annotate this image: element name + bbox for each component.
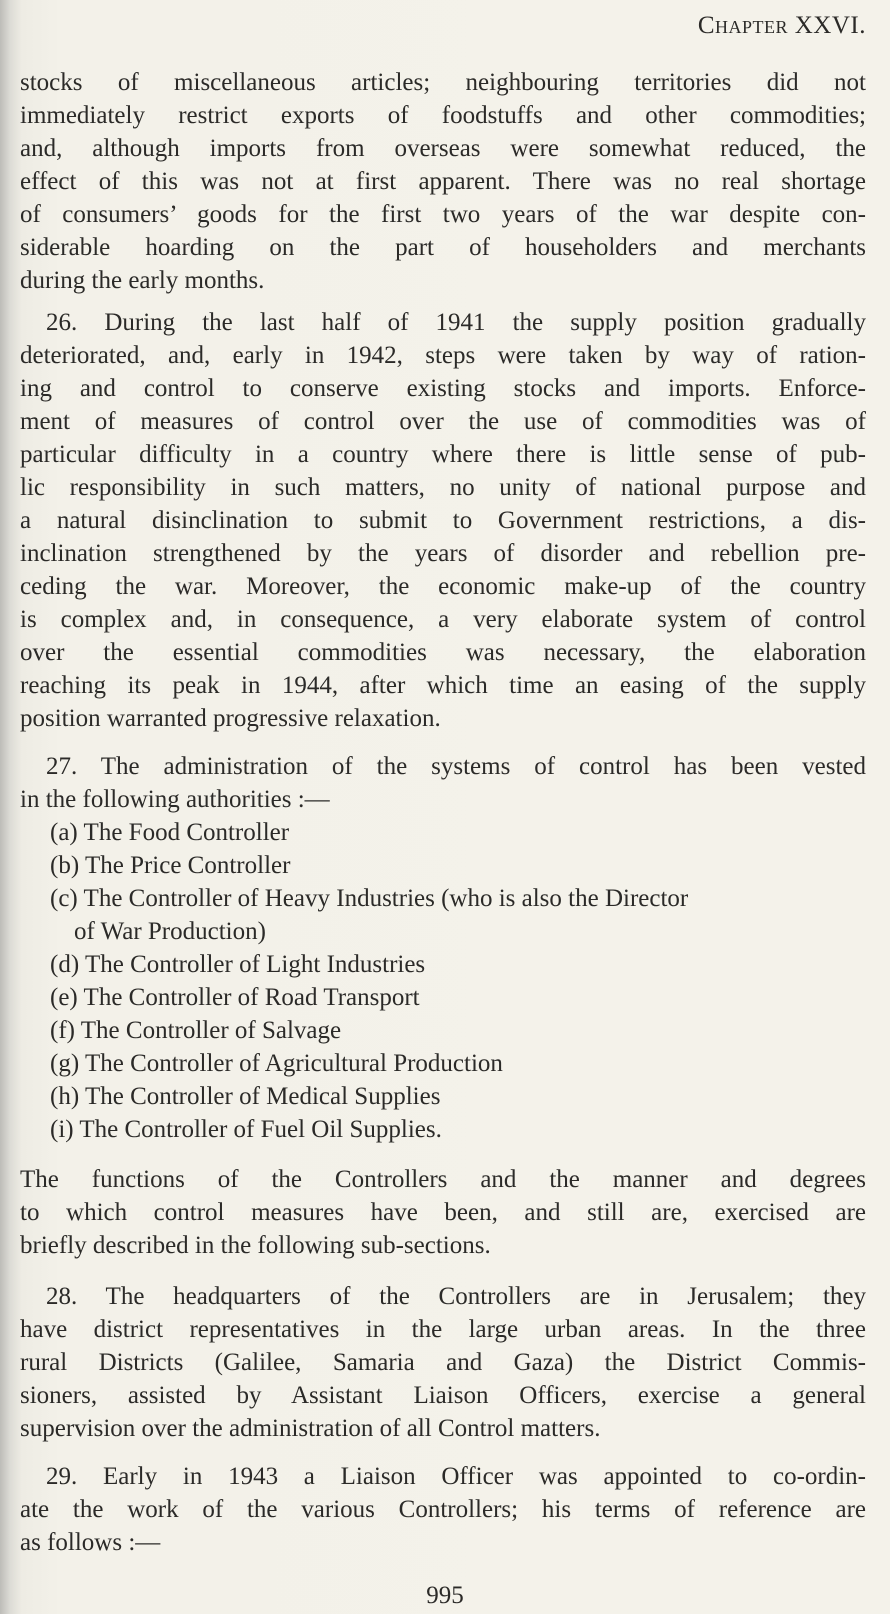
paragraph-p-27 bbox=[20, 750, 866, 1146]
text-line: ing and control to conserve existing stocks and imports. Enforce- bbox=[20, 375, 866, 402]
text-line: ate the work of the various Controllers; his terms of reference are bbox=[20, 1496, 866, 1523]
text-line: to which control measures have been, and still are, exercised are bbox=[20, 1199, 866, 1226]
list-item: (e) The Controller of Road Transport bbox=[50, 984, 420, 1011]
text-line: is complex and, in consequence, a very elaborate system of control bbox=[20, 606, 866, 633]
list-item: (i) The Controller of Fuel Oil Supplies. bbox=[50, 1116, 442, 1143]
text-line: a natural disinclination to submit to Government restrictions, a dis- bbox=[20, 507, 866, 534]
text-line: 28. The headquarters of the Controllers are in Jerusalem; they bbox=[46, 1283, 866, 1310]
list-item: (f) The Controller of Salvage bbox=[50, 1017, 342, 1044]
list-item: (b) The Price Controller bbox=[50, 852, 291, 879]
text-line: during the early months. bbox=[20, 267, 265, 294]
text-line: as follows :— bbox=[20, 1529, 161, 1556]
text-line: 29. Early in 1943 a Liaison Officer was appointed to co-ordin- bbox=[46, 1463, 866, 1490]
text-line: reaching its peak in 1944, after which time an easing of the supply bbox=[20, 672, 866, 699]
paragraph-p-functions bbox=[20, 1163, 866, 1262]
text-line: particular difficulty in a country where there is little sense of pub- bbox=[20, 441, 866, 468]
list-item: (a) The Food Controller bbox=[50, 819, 290, 846]
text-line: sioners, assisted by Assistant Liaison Officers, exercise a general bbox=[20, 1382, 866, 1409]
text-line: and, although imports from overseas were somewhat reduced, the bbox=[20, 135, 866, 162]
text-line: inclination strengthened by the years of disorder and rebellion pre- bbox=[20, 540, 866, 567]
list-item: (d) The Controller of Light Industries bbox=[50, 951, 426, 978]
text-line: ceding the war. Moreover, the economic make-up of the country bbox=[20, 573, 866, 600]
text-line: effect of this was not at first apparent. There was no real shortage bbox=[20, 168, 866, 195]
text-line: briefly described in the following sub-sections. bbox=[20, 1232, 491, 1259]
text-line: over the essential commodities was necessary, the elaboration bbox=[20, 639, 866, 666]
paragraph-p-28 bbox=[20, 1280, 866, 1445]
text-line: ment of measures of control over the use of commodities was of bbox=[20, 408, 866, 435]
text-line: have district representatives in the large urban areas. In the three bbox=[20, 1316, 866, 1343]
text-line: lic responsibility in such matters, no unity of national purpose and bbox=[20, 474, 866, 501]
paragraph-p-continued bbox=[20, 66, 866, 297]
text-line: deteriorated, and, early in 1942, steps were taken by way of ration- bbox=[20, 342, 866, 369]
running-header: Chapter XXVI. bbox=[697, 12, 866, 39]
list-item: (g) The Controller of Agricultural Production bbox=[50, 1050, 503, 1077]
list-item: (h) The Controller of Medical Supplies bbox=[50, 1083, 441, 1110]
text-line: position warranted progressive relaxation. bbox=[20, 705, 441, 732]
text-line: siderable hoarding on the part of householders and merchants bbox=[20, 234, 866, 261]
text-line: rural Districts (Galilee, Samaria and Gaza) the District Commis- bbox=[20, 1349, 866, 1376]
paragraph-p-26 bbox=[20, 306, 866, 735]
list-item: (c) The Controller of Heavy Industries (who is also the Director bbox=[50, 885, 689, 912]
text-line: in the following authorities :— bbox=[20, 786, 330, 813]
text-line: stocks of miscellaneous articles; neighbouring territories did not bbox=[20, 69, 866, 96]
text-line: of consumers’ goods for the first two years of the war despite con- bbox=[20, 201, 866, 228]
text-line: 26. During the last half of 1941 the supply position gradually bbox=[46, 309, 866, 336]
page-number: 995 bbox=[426, 1582, 464, 1609]
text-line: immediately restrict exports of foodstuffs and other commodities; bbox=[20, 102, 866, 129]
text-line: supervision over the administration of all Control matters. bbox=[20, 1415, 601, 1442]
list-item: of War Production) bbox=[74, 918, 266, 945]
text-line: 27. The administration of the systems of control has been vested bbox=[46, 753, 866, 780]
paragraph-p-29 bbox=[20, 1460, 866, 1559]
text-line: The functions of the Controllers and the manner and degrees bbox=[20, 1166, 866, 1193]
